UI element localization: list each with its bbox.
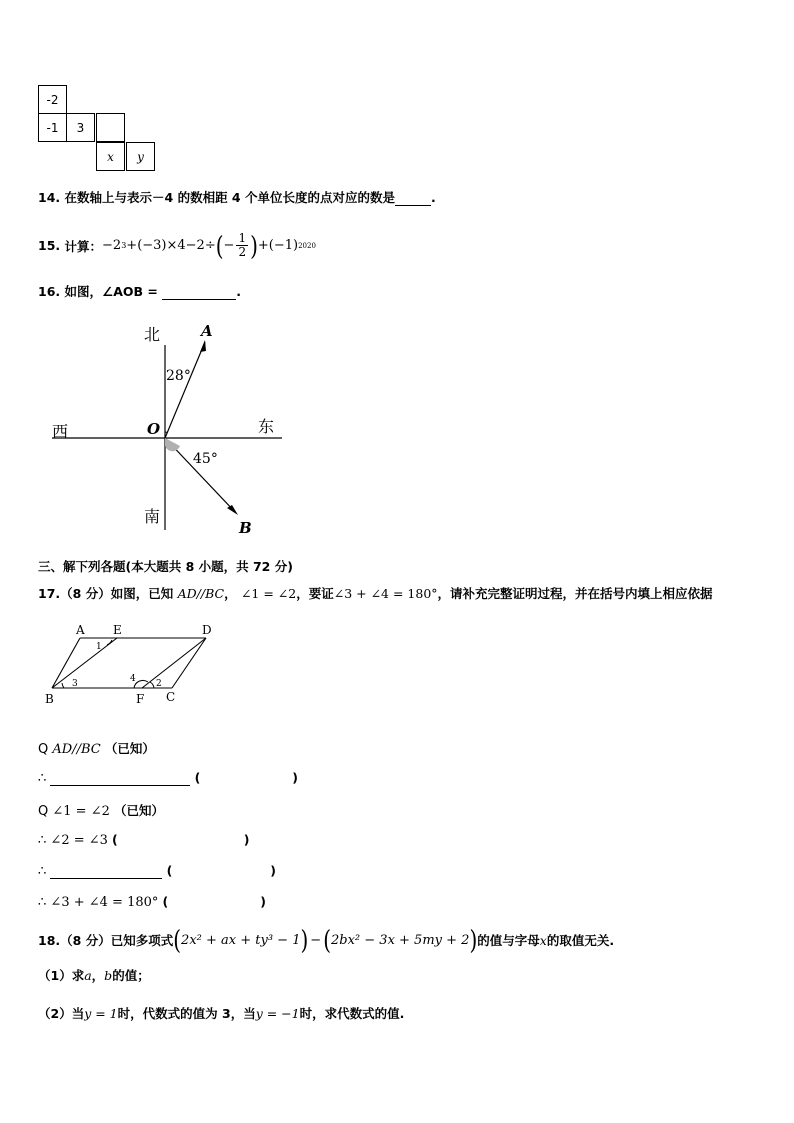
math-var: x bbox=[539, 932, 547, 948]
ray-oa bbox=[165, 342, 205, 438]
paren-open: ( bbox=[215, 229, 224, 262]
proof-blank-statement[interactable] bbox=[50, 772, 190, 786]
angle-label-4: 4 bbox=[130, 674, 136, 684]
question-text: 如图，已知 bbox=[110, 586, 174, 601]
question-text: 如图，∠AOB = bbox=[64, 284, 158, 299]
punct: . bbox=[430, 190, 436, 205]
question-number: 17. bbox=[38, 586, 61, 601]
label-angle-28: 28° bbox=[166, 368, 191, 384]
question-score: （8 分） bbox=[60, 933, 111, 948]
question-18 bbox=[38, 924, 615, 956]
label-F: F bbox=[136, 692, 145, 706]
math-expr: AD//BC bbox=[177, 586, 225, 601]
proof-line-4 bbox=[38, 832, 249, 848]
question-17 bbox=[38, 584, 713, 602]
minus-sign: − bbox=[310, 932, 322, 948]
label-west: 西 bbox=[52, 422, 69, 441]
question-number: 15. bbox=[38, 238, 61, 253]
paren-close: ) bbox=[250, 229, 258, 262]
proof-symbol: Q bbox=[38, 742, 49, 757]
arrowhead-a bbox=[200, 340, 206, 352]
question-score: （8 分） bbox=[60, 586, 111, 601]
proof-reason: （已知） bbox=[114, 803, 165, 818]
exponent: 3 bbox=[121, 241, 127, 250]
question-text: 的值与字母 bbox=[477, 933, 540, 948]
label-D: D bbox=[202, 623, 212, 637]
grid-cell: -1 bbox=[38, 113, 67, 142]
polynomial-1: 2x² + ax + ty³ − 1 bbox=[181, 932, 301, 948]
proof-line-3 bbox=[38, 801, 164, 819]
math-var: b bbox=[104, 968, 113, 983]
math-expr: ∠3 + ∠4 = 180° bbox=[333, 586, 438, 601]
question-text: ，请补充完整证明过程，并在括号内填上相应依据 bbox=[437, 586, 713, 601]
label-north: 北 bbox=[144, 325, 161, 344]
polynomial-2: 2bx² − 3x + 5my + 2 bbox=[331, 932, 470, 948]
grid-cell: x bbox=[96, 142, 125, 171]
angle-label-2: 2 bbox=[156, 679, 162, 689]
question-text: 在数轴上与表示－4 的数相距 4 个单位长度的点对应的数是 bbox=[64, 190, 395, 205]
question-label: 计算： bbox=[64, 238, 103, 254]
proof-blank-statement[interactable] bbox=[50, 865, 162, 879]
math-condition: y = −1 bbox=[255, 1006, 300, 1021]
proof-reason: （已知） bbox=[104, 741, 155, 756]
label-E: E bbox=[113, 623, 122, 637]
label-east: 东 bbox=[258, 417, 275, 436]
proof-symbol: Q bbox=[38, 804, 49, 819]
paren-open: ( bbox=[173, 924, 182, 956]
paren-close: ) bbox=[469, 924, 478, 956]
math-condition: y = 1 bbox=[84, 1006, 118, 1021]
expr-part: +(−3)×4−2÷ bbox=[126, 238, 216, 253]
reason-open: ( bbox=[194, 770, 201, 785]
proof-statement: ∠2 = ∠3 bbox=[50, 833, 108, 848]
proof-statement: AD//BC bbox=[52, 742, 101, 757]
grid-cell: 3 bbox=[66, 113, 95, 142]
expr-part: +(−1) bbox=[257, 238, 299, 253]
label-point-b: B bbox=[239, 519, 252, 537]
reason-close: ) bbox=[292, 770, 298, 785]
angle-label-3: 3 bbox=[72, 679, 78, 689]
grid-cell: -2 bbox=[38, 85, 67, 114]
label-A: A bbox=[76, 623, 85, 637]
question-18-part-2 bbox=[38, 1004, 404, 1022]
question-number: 14. bbox=[38, 190, 61, 205]
angle-label-1: 1 bbox=[96, 642, 102, 652]
exponent: 2020 bbox=[298, 241, 316, 250]
proof-symbol: ∴ bbox=[38, 771, 47, 786]
question-18-part-1 bbox=[38, 966, 150, 984]
proof-symbol: ∴ bbox=[38, 864, 47, 879]
label-origin: O bbox=[147, 420, 161, 438]
proof-statement: ∠1 = ∠2 bbox=[52, 804, 110, 819]
math-expr: ∠1 = ∠2 bbox=[240, 586, 297, 601]
proof-line-5 bbox=[38, 863, 276, 879]
question-text: 已知多项式 bbox=[110, 933, 174, 948]
expr-part: −2 bbox=[102, 238, 122, 253]
question-number: 18. bbox=[38, 932, 61, 948]
paren-open: ( bbox=[323, 924, 331, 956]
question-text: ，要证 bbox=[296, 586, 334, 601]
fraction-numerator: 1 bbox=[238, 231, 247, 245]
fraction-denominator: 2 bbox=[238, 245, 247, 259]
part-label: （1）求 bbox=[38, 968, 85, 983]
proof-line-1 bbox=[38, 739, 155, 757]
proof-symbol: ∴ bbox=[38, 895, 47, 910]
reason-open: ( bbox=[166, 863, 173, 878]
proof-symbol: ∴ bbox=[38, 833, 47, 848]
parallelogram-diagram bbox=[45, 623, 212, 706]
proof-line-2 bbox=[38, 770, 298, 786]
question-text: 的取值无关. bbox=[546, 933, 615, 948]
arrowhead-b bbox=[227, 505, 238, 515]
part-text: 时，求代数式的值. bbox=[299, 1006, 405, 1021]
part-text: 时，代数式的值为 3，当 bbox=[117, 1006, 256, 1021]
label-point-a: A bbox=[201, 322, 213, 340]
reason-open: ( bbox=[162, 894, 169, 909]
proof-line-6 bbox=[38, 894, 266, 910]
proof-statement: ∠3 + ∠4 = 180° bbox=[50, 895, 159, 910]
angle-marker-aob bbox=[165, 438, 180, 451]
section-title: 三、解下列各题(本大题共 8 小题，共 72 分) bbox=[38, 559, 293, 574]
question-15: 15. 计算： −2 3 +(−3)×4−2÷ ( − $\frac{1}{2}$ ) +(−1) 2020 bbox=[38, 229, 316, 262]
reason-close: ) bbox=[270, 863, 276, 878]
part-label: （2）当 bbox=[38, 1006, 85, 1021]
paren-close: ) bbox=[300, 924, 309, 956]
question-text: ， bbox=[224, 586, 237, 601]
label-B: B bbox=[45, 692, 54, 706]
separator: ， bbox=[91, 968, 105, 983]
math-var: a bbox=[84, 968, 92, 983]
reason-close: ) bbox=[260, 894, 266, 909]
reason-close: ) bbox=[243, 832, 250, 847]
reason-open: ( bbox=[112, 832, 118, 847]
label-C: C bbox=[166, 690, 176, 704]
grid-cell: y bbox=[126, 142, 155, 171]
punct: . bbox=[236, 284, 241, 299]
label-south: 南 bbox=[144, 507, 161, 526]
label-angle-45: 45° bbox=[193, 451, 218, 467]
question-number: 16. bbox=[38, 284, 61, 299]
part-text: 的值； bbox=[112, 968, 150, 983]
